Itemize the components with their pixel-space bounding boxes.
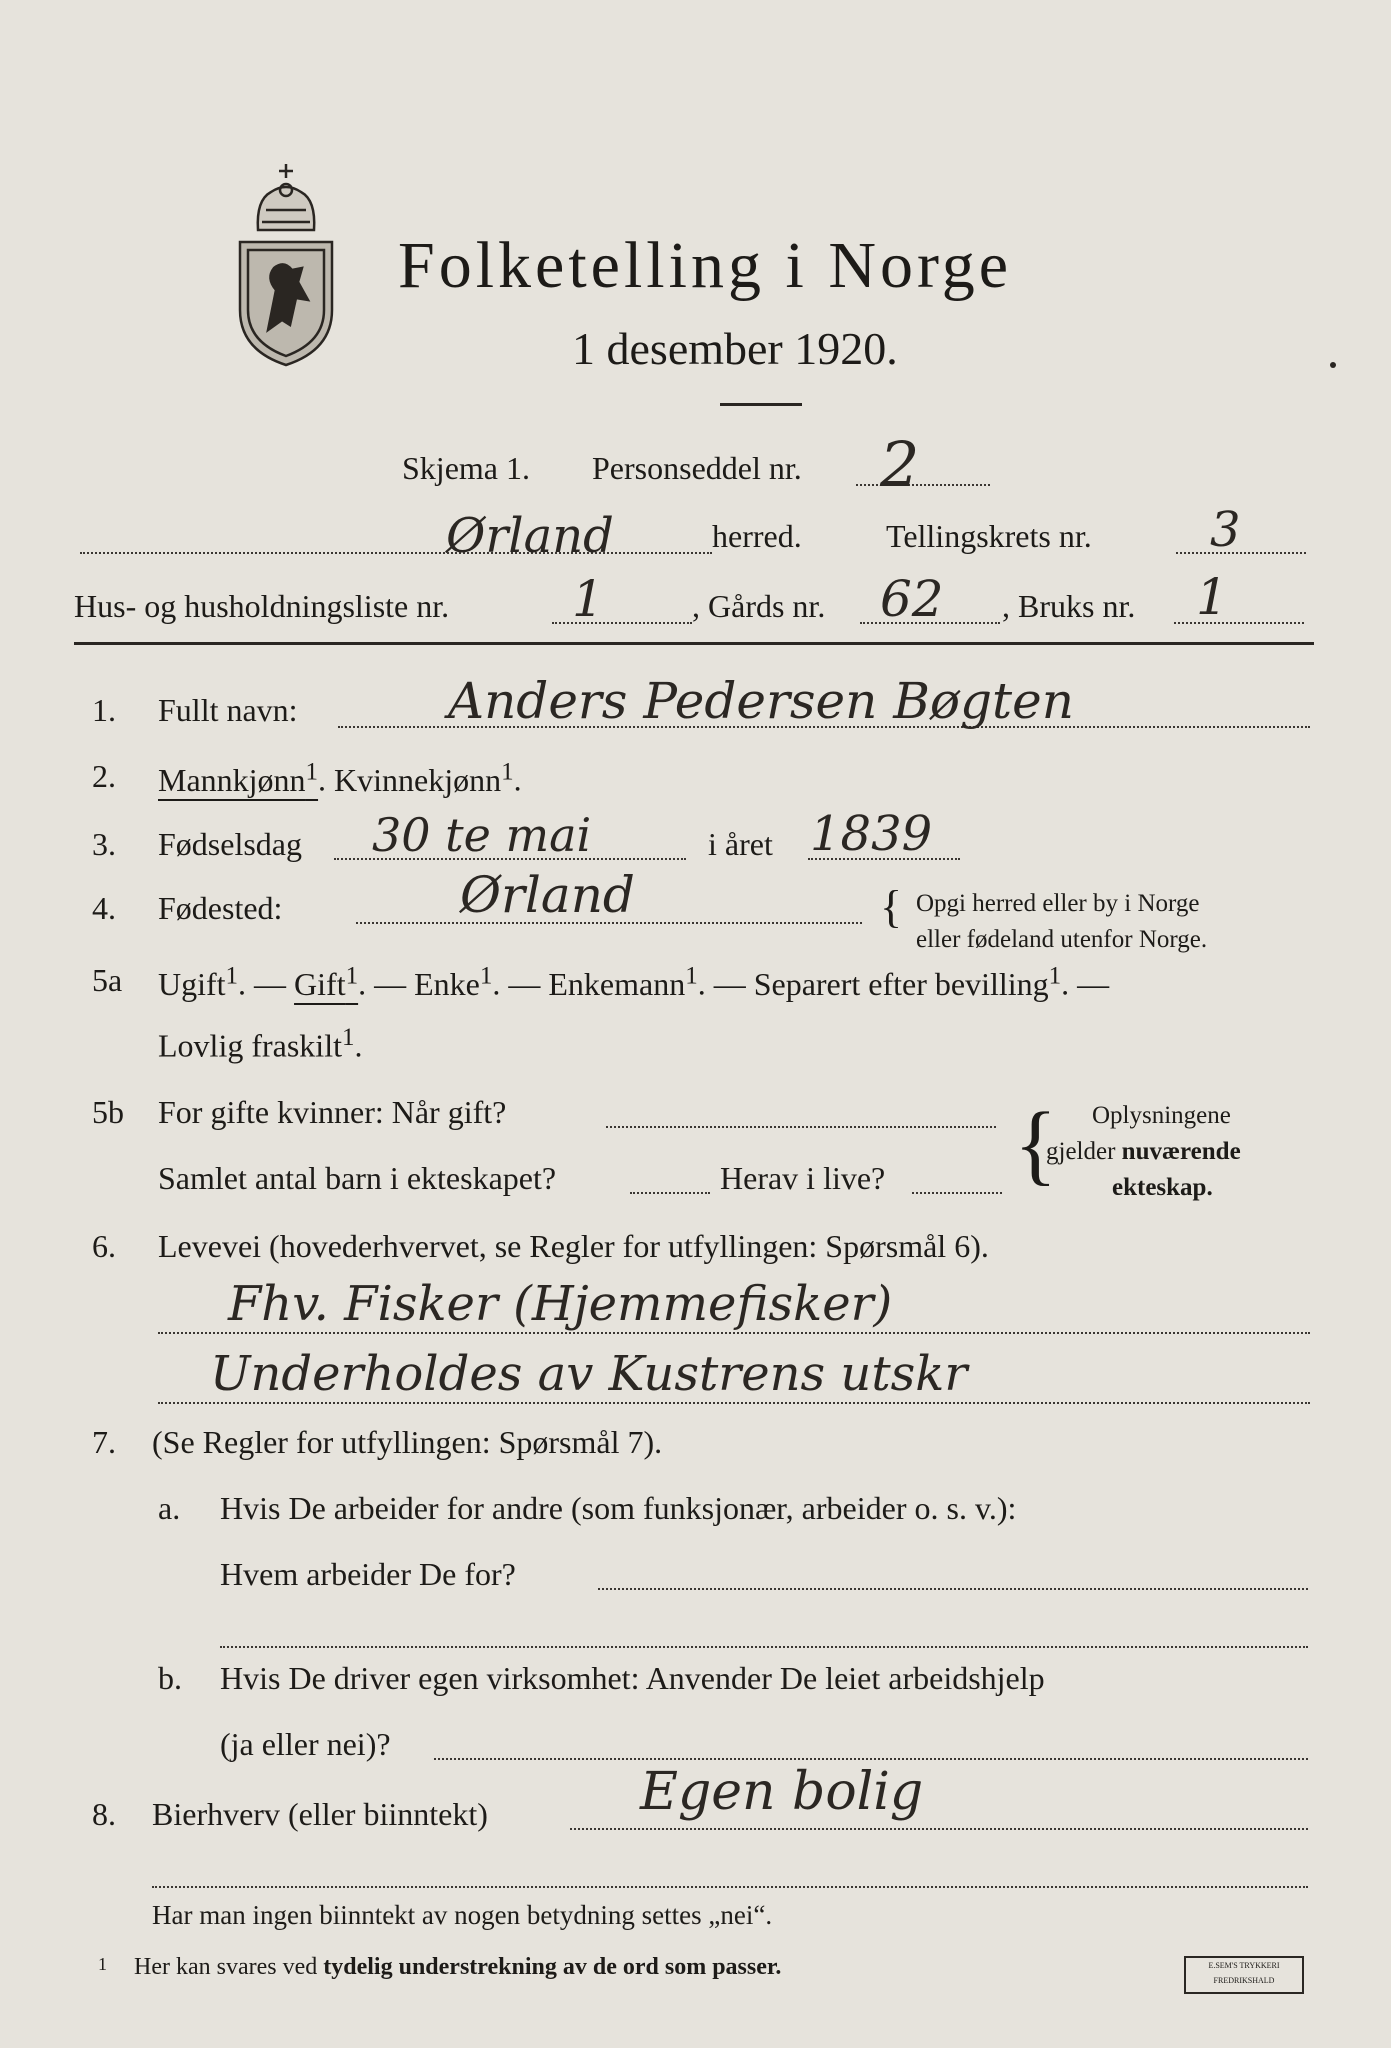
printer-stamp: E.SEM'S TRYKKERI FREDRIKSHALD (1184, 1956, 1304, 1994)
q8-note: Har man ingen biinntekt av nogen betydning settes „nei“. (152, 1900, 773, 1930)
employer-field-line-2[interactable] (220, 1646, 1308, 1648)
q5b-note-1: Oplysningene (1092, 1102, 1231, 1129)
personseddel-value: 2 (880, 428, 920, 501)
form-title: Folketelling i Norge (398, 229, 1013, 302)
alive-field-line[interactable] (912, 1192, 1002, 1194)
coat-of-arms-icon (226, 160, 346, 370)
hired-help-field-line[interactable] (434, 1758, 1308, 1760)
gender-male-option[interactable]: Mannkjønn$^1$ (158, 758, 319, 798)
marital-status-options: Ugift$^1$. — Gift$^1$. — Enke$^1$. — Enkemann$^1$. — Separert efter bevilling$^1$. — (158, 962, 1110, 1002)
q7b-label-2: (ja eller nei)? (220, 1726, 391, 1762)
fraskilt-option[interactable]: Lovlig fraskilt$^1$. (158, 1024, 363, 1064)
hus-label: Hus- og husholdningsliste nr. (74, 588, 450, 624)
bruks-field-line[interactable] (1174, 622, 1304, 624)
married-when-field-line[interactable] (606, 1126, 996, 1128)
year-label: i året (708, 826, 773, 862)
q4-note-1: Opgi herred eller by i Norge (916, 890, 1200, 917)
q4-label: Fødested: (158, 890, 283, 926)
personseddel-label: Personseddel nr. (592, 450, 802, 486)
gards-label: , Gårds nr. (692, 588, 826, 624)
schema-label: Skjema 1. (402, 450, 530, 486)
q6-label: Levevei (hovederhvervet, se Regler for utfyllingen: Spørsmål 6). (158, 1228, 989, 1264)
occupation-value-1: Fhv. Fisker (Hjemmefisker) (228, 1276, 893, 1332)
q4-note-2: eller fødeland utenfor Norge. (916, 926, 1208, 953)
tellingskrets-field-line[interactable] (1176, 552, 1306, 554)
secondary-income-field-line-2[interactable] (152, 1886, 1308, 1888)
full-name-value: Anders Pedersen Bøgten (448, 672, 1074, 730)
q1-label: Fullt navn: (158, 692, 298, 728)
children-field-line[interactable] (630, 1192, 710, 1194)
q5b-label-2: Samlet antal barn i ekteskapet? (158, 1160, 557, 1196)
footnote-text: Her kan svares ved tydelig understrekning av de ord som passer. (134, 1954, 782, 1980)
q7-number: 7. (92, 1424, 116, 1460)
q7b-number: b. (158, 1660, 182, 1696)
q5b-note-3: ekteskap. (1112, 1174, 1213, 1201)
q3-label: Fødselsdag (158, 826, 302, 862)
ugift-option[interactable]: Ugift$^1$ (158, 962, 239, 1002)
q5b-label-3: Herav i live? (720, 1160, 886, 1196)
q4-number: 4. (92, 890, 116, 926)
q7a-number: a. (158, 1490, 181, 1526)
employer-field-line-1[interactable] (598, 1588, 1308, 1590)
personseddel-field-line[interactable] (856, 484, 990, 486)
tellingskrets-value: 3 (1210, 502, 1241, 558)
header-divider (74, 642, 1314, 645)
q1-number: 1. (92, 692, 116, 728)
q5a-number: 5a (92, 962, 123, 998)
q8-label: Bierhverv (eller biinntekt) (152, 1796, 488, 1832)
q2-number: 2. (92, 758, 116, 794)
bruks-label: , Bruks nr. (1002, 588, 1136, 624)
gift-option[interactable]: Gift$^1$ (294, 962, 359, 1002)
q4-brace: { (880, 881, 903, 932)
enke-option[interactable]: Enke$^1$ (414, 962, 493, 1002)
q5b-note-2: gjelder nuværende (1046, 1138, 1241, 1165)
secondary-income-value: Egen bolig (640, 1762, 924, 1822)
q7b-label: Hvis De driver egen virksomhet: Anvender De leiet arbeidshjelp (220, 1660, 1045, 1696)
secondary-income-field-line-1[interactable] (570, 1828, 1308, 1830)
herred-field-line[interactable] (80, 552, 712, 554)
footnote-mark: 1 (98, 1954, 107, 1974)
q3-number: 3. (92, 826, 116, 862)
herred-value: Ørland (446, 508, 614, 564)
tellingskrets-label: Tellingskrets nr. (886, 518, 1092, 554)
q6-number: 6. (92, 1228, 116, 1264)
title-rule (720, 403, 802, 406)
occupation-field-line-2[interactable] (158, 1402, 1310, 1404)
occupation-value-2: Underholdes av Kustrens utskr (210, 1346, 968, 1402)
bruks-value: 1 (1196, 568, 1228, 626)
hus-value: 1 (572, 570, 604, 628)
q7-label: (Se Regler for utfyllingen: Spørsmål 7). (152, 1424, 663, 1460)
q5b-number: 5b (92, 1094, 124, 1130)
gards-value: 62 (880, 570, 944, 628)
separert-option[interactable]: Separert efter bevilling$^1$ (753, 962, 1062, 1002)
gender-female-option[interactable]: Kvinnekjønn$^1$ (334, 758, 514, 798)
birthplace-value: Ørland (460, 866, 635, 924)
form-date: 1 desember 1920. (572, 323, 898, 374)
occupation-field-line-1[interactable] (158, 1332, 1310, 1334)
q5b-brace: { (1014, 1095, 1058, 1194)
dot-mark (1330, 362, 1336, 368)
q5b-label-1: For gifte kvinner: Når gift? (158, 1094, 507, 1130)
q7a-label-2: Hvem arbeider De for? (220, 1556, 516, 1592)
q8-number: 8. (92, 1796, 116, 1832)
herred-label: herred. (712, 518, 802, 554)
q7a-label: Hvis De arbeider for andre (som funksjonær, arbeider o. s. v.): (220, 1490, 1017, 1526)
gender-options: Mannkjønn$^1$. Kvinnekjønn$^1$. (158, 758, 522, 798)
year-value: 1839 (810, 806, 933, 862)
enkemann-option[interactable]: Enkemann$^1$ (548, 962, 698, 1002)
birthday-value: 30 te mai (372, 808, 592, 862)
